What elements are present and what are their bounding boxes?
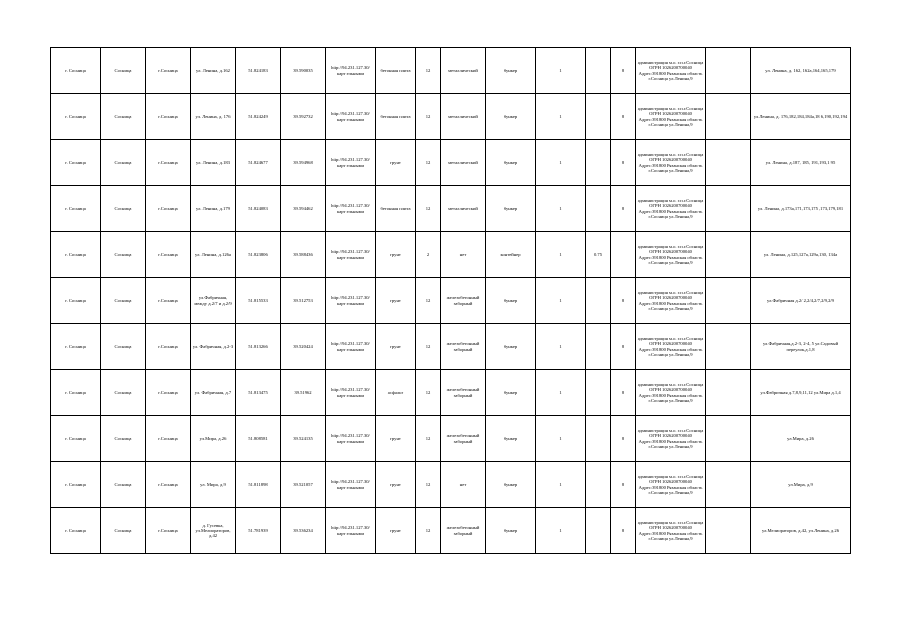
cell-url: http://94.231.127.30/карт ельными: [326, 48, 376, 94]
cell-settlement: Сосница: [101, 140, 146, 186]
cell-sources: ул.Фабричная д.2/ 2,2/4,2/7,2/9,2/9: [751, 278, 851, 324]
cell-type: бункер: [486, 324, 536, 370]
cell-sources: ул.Мелиораторов, д.42, ул.Ленина, д.26: [751, 508, 851, 554]
cell-count: 1: [536, 140, 586, 186]
table-row: [51, 278, 851, 324]
cell-street: д. Гусевка, ул.Мелиораторов, д.42: [191, 508, 236, 554]
cell-owner: администрация м.о. г.п.г.Сосница ОГРН 1026200700040 Адрес:391800 Рязанская область г.Сосница ул.Ленина,9: [636, 278, 706, 324]
cell-area: 12: [416, 370, 441, 416]
cell-size: [611, 232, 636, 278]
cell-lon: 39.594462: [281, 186, 326, 232]
cell-container: металлический: [441, 140, 486, 186]
cell-volume: [586, 186, 611, 232]
cell-lon: 39.536234: [281, 508, 326, 554]
table-row: [51, 186, 851, 232]
cell-size: 8: [611, 370, 636, 416]
cell-surface: асфальт: [376, 370, 416, 416]
cell-container: нет: [441, 232, 486, 278]
table-row: [51, 324, 851, 370]
cell-owner: администрация м.о. г.п.г.Сосница ОГРН 1026200700040 Адрес:391800 Рязанская область г.Сосница ул.Ленина,9: [636, 94, 706, 140]
cell-surface: грунт: [376, 324, 416, 370]
cell-area: 12: [416, 416, 441, 462]
cell-sources: ул.Мира, д.9: [751, 462, 851, 508]
cell-size: 8: [611, 462, 636, 508]
cell-locality: г.Сосница: [146, 370, 191, 416]
cell-settlement: Сосница: [101, 324, 146, 370]
cell-lat: 51.823806: [236, 232, 281, 278]
cell-size: 8: [611, 140, 636, 186]
cell-district: г. Сосница: [51, 186, 101, 232]
waste-sites-table: [50, 47, 851, 554]
cell-owner: администрация м.о. г.п.г.Сосница ОГРН 1026200700040 Адрес:391800 Рязанская область г.Сосница ул.Ленина,9: [636, 462, 706, 508]
cell-empty: [706, 232, 751, 278]
cell-count: 1: [536, 370, 586, 416]
cell-district: г. Сосница: [51, 94, 101, 140]
cell-district: г. Сосница: [51, 48, 101, 94]
cell-settlement: Сосница: [101, 462, 146, 508]
cell-empty: [706, 48, 751, 94]
cell-locality: г.Сосница: [146, 48, 191, 94]
cell-count: 1: [536, 48, 586, 94]
cell-lon: 39.520424: [281, 324, 326, 370]
cell-empty: [706, 140, 751, 186]
cell-district: г. Сосница: [51, 232, 101, 278]
cell-container: железобетонный заборный: [441, 508, 486, 554]
cell-count: 1: [536, 94, 586, 140]
cell-url: http://94.231.127.30/карт ельными: [326, 186, 376, 232]
cell-empty: [706, 416, 751, 462]
cell-type: бункер: [486, 278, 536, 324]
table-body: [51, 48, 851, 554]
cell-volume: [586, 462, 611, 508]
cell-sources: ул.Мира, д.26: [751, 416, 851, 462]
cell-lat: 51.781939: [236, 508, 281, 554]
cell-district: г. Сосница: [51, 278, 101, 324]
cell-count: 1: [536, 278, 586, 324]
cell-volume: 0.75: [586, 232, 611, 278]
cell-lat: 51.824183: [236, 48, 281, 94]
cell-surface: бетонная плита: [376, 94, 416, 140]
cell-lon: 39.594968: [281, 140, 326, 186]
cell-surface: грунт: [376, 232, 416, 278]
cell-lon: 39.590035: [281, 48, 326, 94]
cell-type: контейнер: [486, 232, 536, 278]
cell-locality: г.Сосница: [146, 186, 191, 232]
cell-lat: 51.811898: [236, 462, 281, 508]
cell-street: ул. Мира, д.9: [191, 462, 236, 508]
cell-locality: г.Сосница: [146, 416, 191, 462]
cell-size: 8: [611, 94, 636, 140]
cell-area: 12: [416, 462, 441, 508]
cell-type: бункер: [486, 94, 536, 140]
cell-volume: [586, 48, 611, 94]
cell-settlement: Сосница: [101, 278, 146, 324]
cell-street: ул. Фабричная, д.7: [191, 370, 236, 416]
cell-area: 12: [416, 324, 441, 370]
cell-container: металлический: [441, 186, 486, 232]
cell-sources: ул. Ленина, д.187, 185, 191,193,1 95: [751, 140, 851, 186]
cell-lat: 51.824249: [236, 94, 281, 140]
cell-settlement: Сосница: [101, 48, 146, 94]
cell-street: ул. Ленина, д.162: [191, 48, 236, 94]
cell-container: нет: [441, 462, 486, 508]
cell-locality: г.Сосница: [146, 232, 191, 278]
cell-area: 12: [416, 48, 441, 94]
cell-type: бункер: [486, 186, 536, 232]
cell-empty: [706, 462, 751, 508]
table-row: [51, 140, 851, 186]
cell-volume: [586, 370, 611, 416]
cell-type: бункер: [486, 48, 536, 94]
cell-street: ул. Ленина, д.126а: [191, 232, 236, 278]
cell-locality: г.Сосница: [146, 278, 191, 324]
cell-type: бункер: [486, 462, 536, 508]
table-row: [51, 508, 851, 554]
cell-area: 12: [416, 186, 441, 232]
cell-lon: 39.51962: [281, 370, 326, 416]
cell-lat: 51.824677: [236, 140, 281, 186]
cell-sources: ул. Ленина, д.125,127а,129а,130, 134а: [751, 232, 851, 278]
cell-lon: 39.592732: [281, 94, 326, 140]
table-row: [51, 232, 851, 278]
cell-owner: администрация м.о. г.п.г.Сосница ОГРН 1026200700040 Адрес:391800 Рязанская область г.Сосница ул.Ленина,9: [636, 140, 706, 186]
cell-district: г. Сосница: [51, 416, 101, 462]
cell-settlement: Сосница: [101, 370, 146, 416]
cell-url: http://94.231.127.30/карт ельными: [326, 94, 376, 140]
cell-size: 8: [611, 324, 636, 370]
cell-lon: 39.524135: [281, 416, 326, 462]
table-row: [51, 48, 851, 94]
cell-count: 1: [536, 508, 586, 554]
cell-area: 12: [416, 508, 441, 554]
cell-sources: ул. Ленина, д.173а,171,173,175 ,173,179,181: [751, 186, 851, 232]
cell-url: http://94.231.127.30/карт ельными: [326, 416, 376, 462]
cell-size: 8: [611, 186, 636, 232]
cell-volume: [586, 94, 611, 140]
cell-street: ул.Фабричная, между д.2/7 и д.2/9: [191, 278, 236, 324]
cell-sources: ул. Ленина, д. 162, 162а,164,165,179: [751, 48, 851, 94]
cell-street: ул. Фабричная, д.2-3: [191, 324, 236, 370]
cell-lat: 51.815533: [236, 278, 281, 324]
cell-size: 8: [611, 416, 636, 462]
cell-surface: грунт: [376, 508, 416, 554]
cell-sources: ул.Ленина, д. 176,182,184,184а,18 6,190,192,194: [751, 94, 851, 140]
cell-settlement: Сосница: [101, 232, 146, 278]
cell-lat: 51.813475: [236, 370, 281, 416]
cell-url: http://94.231.127.30/карт ельными: [326, 232, 376, 278]
cell-owner: администрация м.о. г.п.г.Сосница ОГРН 1026200700040 Адрес:391800 Рязанская область г.Сосница ул.Ленина,9: [636, 232, 706, 278]
cell-locality: г.Сосница: [146, 94, 191, 140]
table-row: [51, 462, 851, 508]
cell-owner: администрация м.о. г.п.г.Сосница ОГРН 1026200700040 Адрес:391800 Рязанская область г.Сосница ул.Ленина,9: [636, 370, 706, 416]
cell-volume: [586, 278, 611, 324]
cell-empty: [706, 370, 751, 416]
cell-count: 1: [536, 416, 586, 462]
cell-volume: [586, 416, 611, 462]
cell-sources: ул.Фабричная,д.2-3, 2-4, 5 ул.Садовый переулок,д.1,8: [751, 324, 851, 370]
cell-lon: 39.512753: [281, 278, 326, 324]
cell-surface: грунт: [376, 462, 416, 508]
cell-lon: 39.521057: [281, 462, 326, 508]
cell-owner: администрация м.о. г.п.г.Сосница ОГРН 1026200700040 Адрес:391800 Рязанская область г.Сосница ул.Ленина,9: [636, 324, 706, 370]
cell-container: железобетонный заборный: [441, 416, 486, 462]
cell-empty: [706, 94, 751, 140]
cell-count: 1: [536, 462, 586, 508]
cell-area: 2: [416, 232, 441, 278]
cell-empty: [706, 508, 751, 554]
cell-sources: ул.Фабричная д.7,8,9,11,12 ул.Мира д.1,4: [751, 370, 851, 416]
cell-url: http://94.231.127.30/карт ельными: [326, 140, 376, 186]
cell-surface: бетонная плита: [376, 48, 416, 94]
cell-container: железобетонный заборный: [441, 370, 486, 416]
cell-empty: [706, 278, 751, 324]
cell-area: 12: [416, 140, 441, 186]
cell-lon: 39.588436: [281, 232, 326, 278]
cell-volume: [586, 140, 611, 186]
cell-owner: администрация м.о. г.п.г.Сосница ОГРН 1026200700040 Адрес:391800 Рязанская область г.Сосница ул.Ленина,9: [636, 416, 706, 462]
cell-container: железобетонный заборный: [441, 278, 486, 324]
cell-url: http://94.231.127.30/карт ельными: [326, 370, 376, 416]
cell-count: 1: [536, 186, 586, 232]
cell-locality: г.Сосница: [146, 508, 191, 554]
cell-settlement: Сосница: [101, 508, 146, 554]
table-row: [51, 416, 851, 462]
cell-type: бункер: [486, 416, 536, 462]
cell-settlement: Сосница: [101, 186, 146, 232]
cell-settlement: Сосница: [101, 94, 146, 140]
cell-surface: бетонная плита: [376, 186, 416, 232]
cell-locality: г.Сосница: [146, 462, 191, 508]
cell-district: г. Сосница: [51, 140, 101, 186]
cell-district: г. Сосница: [51, 508, 101, 554]
cell-container: металлический: [441, 94, 486, 140]
cell-lat: 51.824083: [236, 186, 281, 232]
cell-area: 12: [416, 94, 441, 140]
cell-street: ул.Мира, д.26: [191, 416, 236, 462]
cell-owner: администрация м.о. г.п.г.Сосница ОГРН 1026200700040 Адрес:391800 Рязанская область г.Сосница ул.Ленина,9: [636, 186, 706, 232]
cell-empty: [706, 186, 751, 232]
cell-type: бункер: [486, 508, 536, 554]
cell-owner: администрация м.о. г.п.г.Сосница ОГРН 1026200700040 Адрес:391800 Рязанская область г.Сосница ул.Ленина,9: [636, 48, 706, 94]
cell-volume: [586, 508, 611, 554]
cell-type: бункер: [486, 140, 536, 186]
cell-district: г. Сосница: [51, 462, 101, 508]
cell-count: 1: [536, 232, 586, 278]
cell-lat: 51.813266: [236, 324, 281, 370]
cell-surface: грунт: [376, 278, 416, 324]
cell-street: ул. Ленина, д. 176: [191, 94, 236, 140]
cell-surface: грунт: [376, 140, 416, 186]
cell-container: железобетонный заборный: [441, 324, 486, 370]
cell-count: 1: [536, 324, 586, 370]
cell-district: г. Сосница: [51, 370, 101, 416]
cell-empty: [706, 324, 751, 370]
cell-area: 12: [416, 278, 441, 324]
cell-settlement: Сосница: [101, 416, 146, 462]
cell-district: г. Сосница: [51, 324, 101, 370]
cell-url: http://94.231.127.30/карт ельными: [326, 278, 376, 324]
cell-type: бункер: [486, 370, 536, 416]
cell-owner: администрация м.о. г.п.г.Сосница ОГРН 1026200700040 Адрес:391800 Рязанская область г.Сосница ул.Ленина,9: [636, 508, 706, 554]
cell-size: 8: [611, 508, 636, 554]
cell-surface: грунт: [376, 416, 416, 462]
cell-street: ул. Ленина, д.179: [191, 186, 236, 232]
cell-size: 8: [611, 278, 636, 324]
cell-locality: г.Сосница: [146, 324, 191, 370]
cell-url: http://94.231.127.30/карт ельными: [326, 462, 376, 508]
table-row: [51, 94, 851, 140]
cell-locality: г.Сосница: [146, 140, 191, 186]
cell-street: ул. Ленина, д.183: [191, 140, 236, 186]
cell-lat: 51.808581: [236, 416, 281, 462]
cell-url: http://94.231.127.30/карт ельными: [326, 508, 376, 554]
cell-size: 8: [611, 48, 636, 94]
cell-url: http://94.231.127.30/карт ельными: [326, 324, 376, 370]
cell-volume: [586, 324, 611, 370]
table-row: [51, 370, 851, 416]
cell-container: металлический: [441, 48, 486, 94]
